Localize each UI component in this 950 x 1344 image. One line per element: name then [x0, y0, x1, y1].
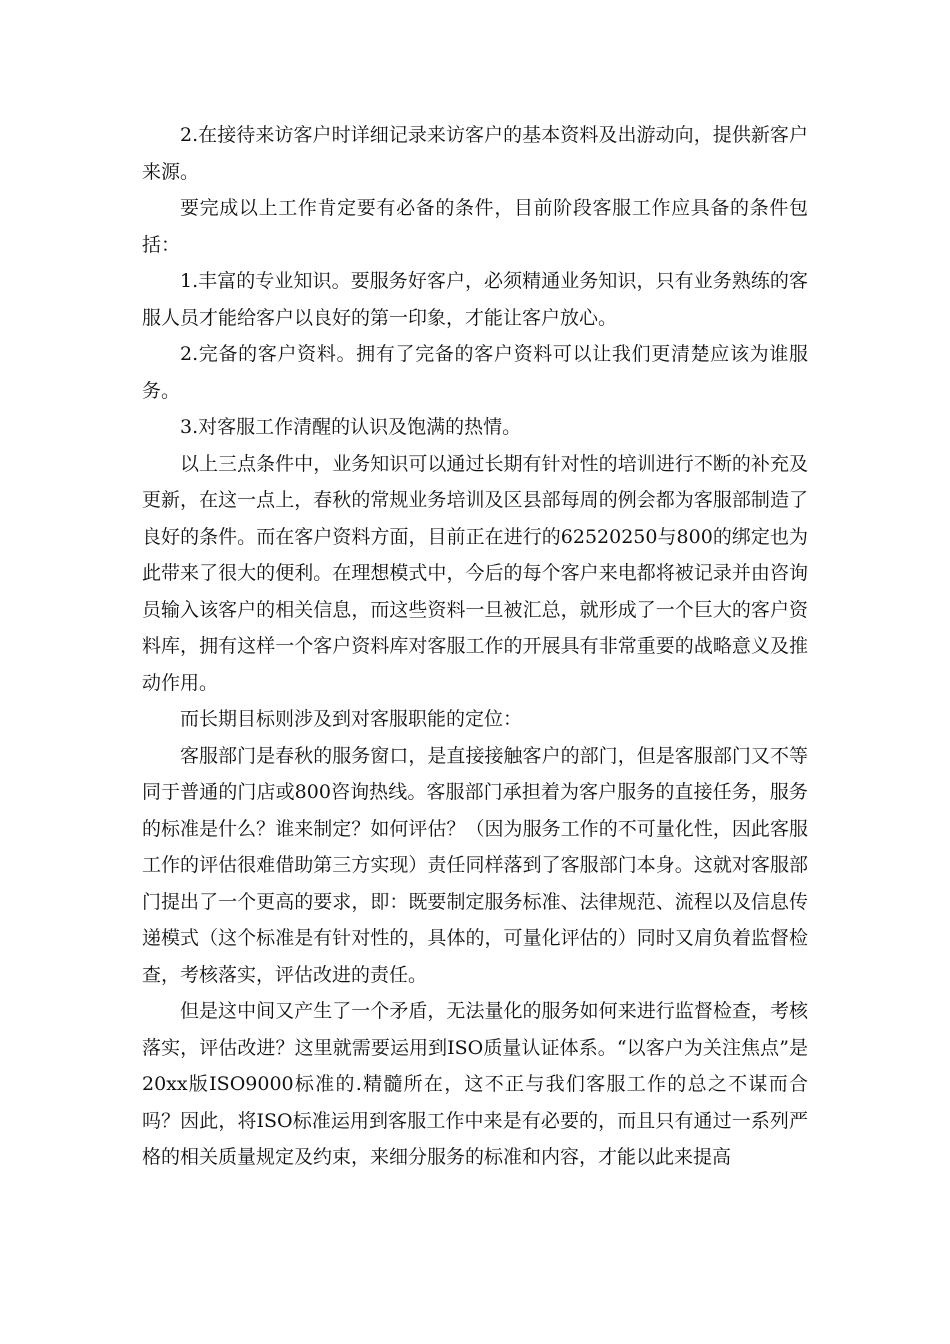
document-body — [142, 117, 808, 1176]
paragraph-professional-knowledge: 1.丰富的专业知识。要服务好客户，必须精通业务知识，只有业务熟练的客服人员才能给客户以良好的第一印象，才能让客户放心。 — [142, 270, 808, 329]
paragraph-three-conditions: 以上三点条件中，业务知识可以通过长期有针对性的培训进行不断的补充及更新，在这一点上，春秋的常规业务培训及区县部每周的例会都为客服部制造了良好的条件。而在客户资料方面，目前正在进行的62520250与800的绑定也为此带来了很大的便利。在理想模式中，今后的每个客户来电都将被记录并由咨询员输入该客户的相关信息，而这些资料一旦被汇总，就形成了一个巨大的客户资料库，拥有这样一个客户资料库对客服工作的开展具有非常重要的战略意义及推动作用。 — [142, 452, 808, 694]
paragraph-required-conditions: 要完成以上工作肯定要有必备的条件，目前阶段客服工作应具备的条件包括： — [142, 197, 808, 256]
paragraph-long-term-goal: 而长期目标则涉及到对客服职能的定位： — [180, 708, 523, 730]
paragraph-awareness-enthusiasm: 3.对客服工作清醒的认识及饱满的热情。 — [180, 416, 522, 438]
paragraph-reception-records: 2.在接待来访客户时详细记录来访客户的基本资料及出游动向，提供新客户来源。 — [142, 124, 808, 183]
paragraph-customer-data: 2.完备的客户资料。拥有了完备的客户资料可以让我们更清楚应该为谁服务。 — [142, 343, 808, 402]
paragraph-service-department: 客服部门是春秋的服务窗口，是直接接触客户的部门，但是客服部门又不等同于普通的门店或800咨询热线。客服部门承担着为客户服务的直接任务，服务的标准是什么？谁来制定？如何评估？（因为服务工作的不可量化性，因此客服工作的评估很难借助第三方实现）责任同样落到了客服部门本身。这就对客服部门提出了一个更高的要求，即：既要制定服务标准、法律规范、流程以及信息传递模式（这个标准是有针对性的，具体的，可量化评估的）同时又肩负着监督检查，考核落实，评估改进的责任。 — [142, 744, 808, 986]
paragraph-iso-quality: 但是这中间又产生了一个矛盾，无法量化的服务如何来进行监督检查，考核落实，评估改进？这里就需要运用到ISO质量认证体系。“以客户为关注焦点”是20xx版ISO9000标准的.精髓所在，这不正与我们客服工作的总之不谋而合吗？因此，将ISO标准运用到客服工作中来是有必要的，而且只有通过一系列严格的相关质量规定及约束，来细分服务的标准和内容，才能以此来提高 — [142, 1000, 808, 1168]
